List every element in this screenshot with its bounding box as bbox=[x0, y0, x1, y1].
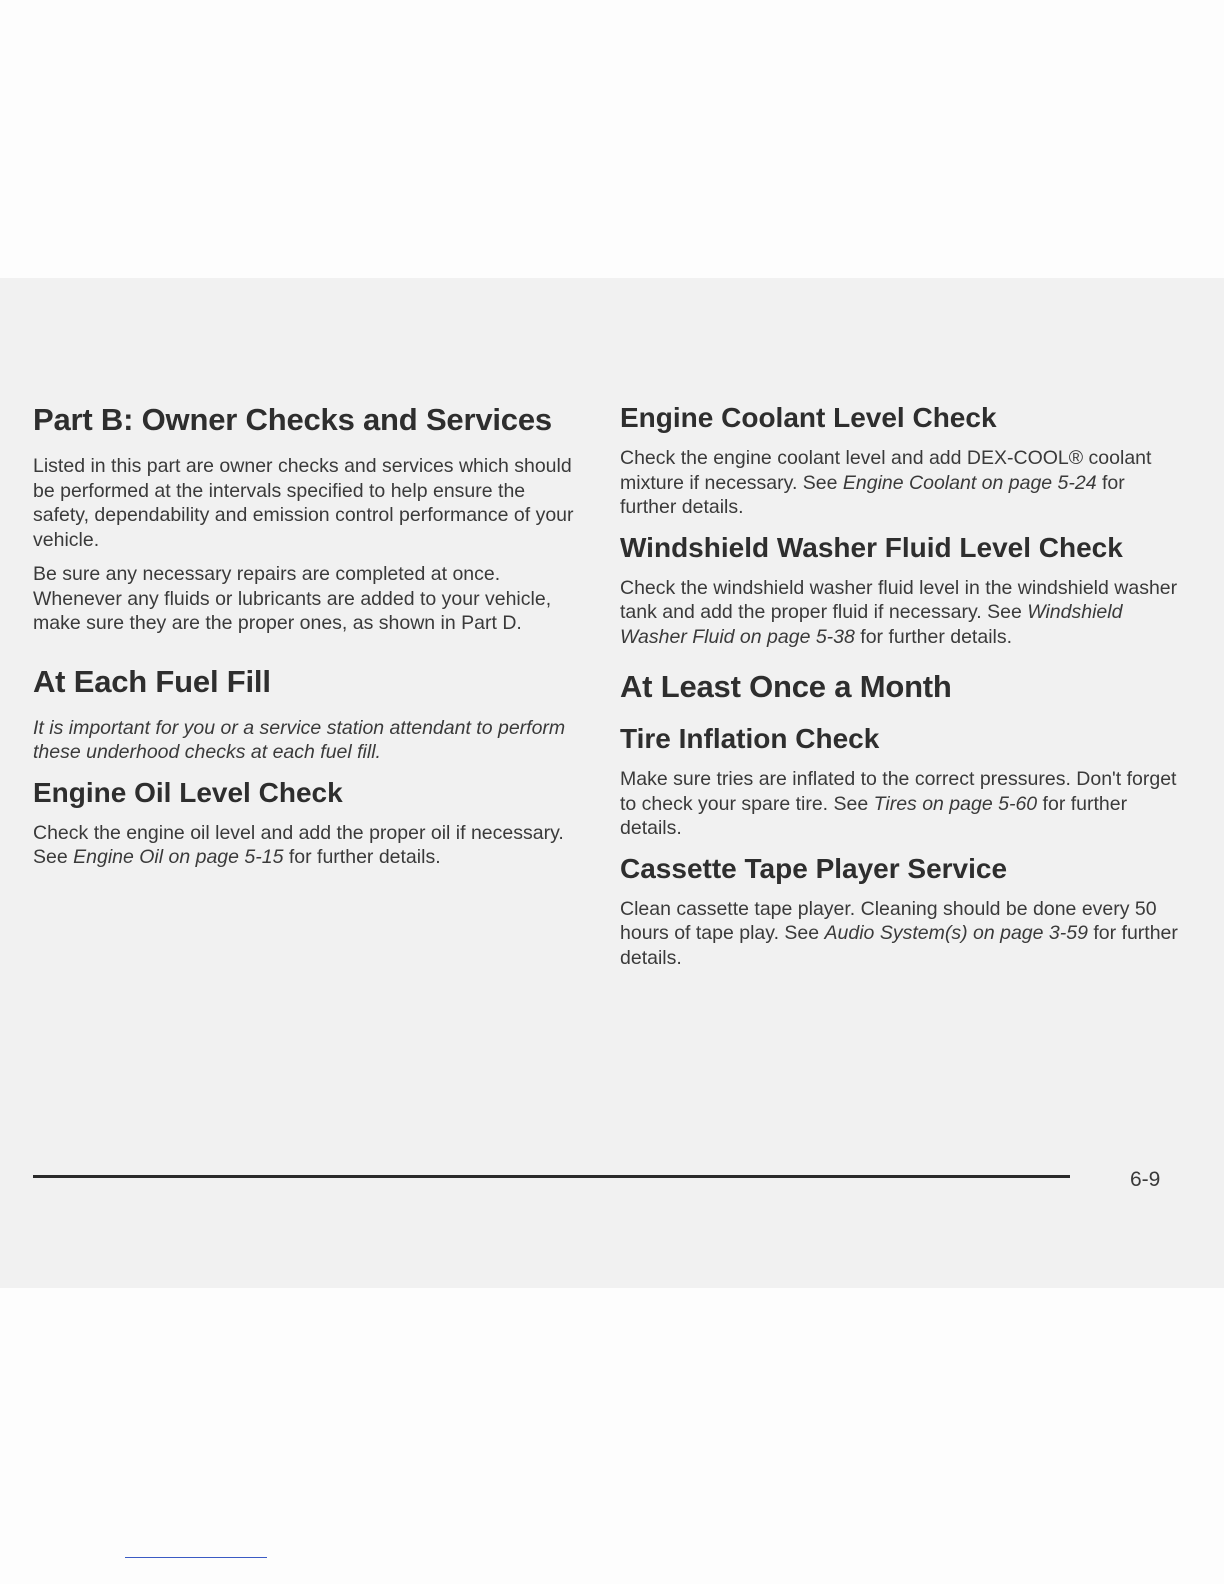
right-column bbox=[620, 400, 1180, 980]
fuel-fill-intro: It is important for you or a service station attendant to perform these underhood checks at each fuel fill. bbox=[33, 716, 566, 763]
cassette-service-heading: Cassette Tape Player Service bbox=[620, 852, 1008, 884]
bottom-link-underline[interactable] bbox=[125, 1557, 267, 1558]
part-b-paragraph-2: Be sure any necessary repairs are completed at once. Whenever any fluids or lubricants are added to your vehicle, make sure they are the proper ones, as shown in Part D. bbox=[33, 563, 552, 634]
part-b-heading: Part B: Owner Checks and Services bbox=[33, 402, 552, 437]
washer-check-text: Check the windshield washer fluid level in the windshield washer tank and add the proper fluid if necessary. See Windshield Washer Fluid on page 5-38 for further details. bbox=[620, 576, 1178, 648]
footer-rule bbox=[33, 1175, 1070, 1178]
tire-check-text: Make sure tries are inflated to the correct pressures. Don't forget to check your spare tire. See Tires on page 5-60 for further details. bbox=[620, 768, 1177, 839]
washer-check-heading: Windshield Washer Fluid Level Check bbox=[620, 531, 1123, 563]
oil-check-text: Check the engine oil level and add the proper oil if necessary. See Engine Oil on page 5-15 for further details. bbox=[33, 821, 564, 868]
cassette-reference-link[interactable]: Audio System(s) on page 3-59 bbox=[824, 922, 1088, 944]
coolant-reference-link[interactable]: Engine Coolant on page 5-24 bbox=[842, 471, 1097, 494]
month-heading: At Least Once a Month bbox=[620, 669, 952, 704]
left-column bbox=[33, 400, 578, 880]
tire-check-heading: Tire Inflation Check bbox=[620, 723, 880, 754]
tire-reference-link[interactable]: Tires on page 5-60 bbox=[873, 792, 1038, 815]
oil-check-heading: Engine Oil Level Check bbox=[33, 776, 343, 808]
cassette-service-text: Clean cassette tape player. Cleaning should be done every 50 hours of tape play. See Audio System(s) on page 3-59 for further details. bbox=[620, 897, 1178, 969]
coolant-check-heading: Engine Coolant Level Check bbox=[620, 402, 997, 433]
coolant-check-text: Check the engine coolant level and add DEX-COOL® coolant mixture if necessary. See Engine Coolant on page 5-24 for further details. bbox=[620, 447, 1152, 518]
oil-reference-link[interactable]: Engine Oil on page 5-15 bbox=[73, 846, 284, 868]
page-number: 6-9 bbox=[1130, 1168, 1161, 1191]
fuel-fill-heading: At Each Fuel Fill bbox=[33, 663, 271, 699]
washer-reference-link[interactable]: Windshield Washer Fluid on page 5-38 bbox=[620, 601, 1123, 648]
part-b-paragraph-1: Listed in this part are owner checks and services which should be performed at the intervals specified to help ensure the safety, dependability and emission control performance of your vehicle. bbox=[33, 455, 574, 551]
